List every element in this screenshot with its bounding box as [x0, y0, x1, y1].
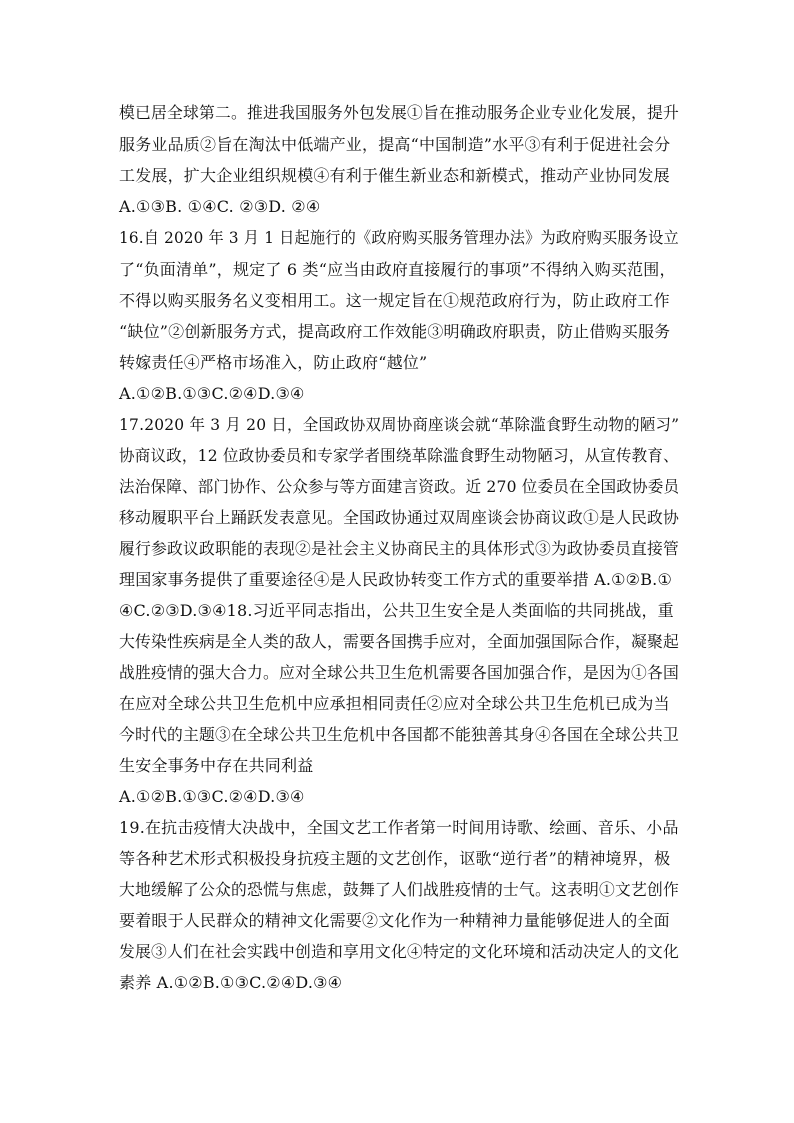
text-line: 发展③人们在社会实践中创造和享用文化④特定的文化环境和活动决定人的文化 — [119, 942, 680, 961]
text-line: 战胜疫情的强大合力。应对全球公共卫生危机需要各国加强合作，是因为①各国 — [119, 663, 680, 682]
text-line: “缺位”②创新服务方式，提高政府工作效能③明确政府职责，防止借购买服务 — [119, 322, 671, 341]
text-line: 不得以购买服务名义变相用工。这一规定旨在①规范政府行为，防止政府工作 — [119, 291, 670, 310]
text-line: 履行参政议政职能的表现②是社会主义协商民主的具体形式③为政协委员直接管 — [119, 539, 680, 558]
text-line: 模已居全球第二。推进我国服务外包发展①旨在推动服务企业专业化发展，提升 — [119, 103, 680, 122]
text-line: 要着眼于人民群众的精神文化需要②文化作为一种精神力量能够促进人的全面 — [119, 911, 670, 930]
text-line: 协商议政，12 位政协委员和专家学者围绕革除滥食野生动物陋习，从宣传教育、 — [119, 446, 679, 465]
question-18: ④C.②③D.③④18.习近平同志指出，公共卫生安全是人类面临的共同挑战，重 — [119, 601, 674, 620]
answer-options: A.①②B.①③C.②④D.③④ — [119, 787, 305, 806]
text-line: 大传染性疾病是全人类的敌人，需要各国携手应对，全面加强国际合作，凝聚起 — [119, 632, 680, 651]
text-line: 理国家事务提供了重要途径④是人民政协转变工作方式的重要举措 A.①②B.① — [119, 570, 673, 589]
text-line: 大地缓解了公众的恐慌与焦虑，鼓舞了人们战胜疫情的士气。这表明①文艺创作 — [119, 880, 680, 899]
question-17: 17.2020 年 3 月 20 日，全国政协双周协商座谈会就“革除滥食野生动物的陋习” — [119, 415, 680, 434]
text-line: 等各种艺术形式积极投身抗疫主题的文艺创作，讴歌“逆行者”的精神境界，极 — [119, 849, 671, 868]
text-line: 工发展，扩大企业组织规模④有利于催生新业态和新模式，推动产业协同发展 — [119, 166, 670, 185]
answer-options: 素养 A.①②B.①③C.②④D.③④ — [119, 973, 343, 992]
text-line: 生安全事务中存在共同利益 — [119, 756, 314, 775]
answer-options: A.①②B.①③C.②④D.③④ — [119, 384, 305, 403]
text-line: 服务业品质②旨在淘汰中低端产业，提高“中国制造”水平③有利于促进社会分 — [119, 135, 671, 154]
answer-options: A.①③B. ①④C. ②③D. ②④ — [119, 197, 321, 216]
text-line: 了“负面清单”，规定了 6 类“应当由政府直接履行的事项”不得纳入购买范围， — [119, 260, 676, 279]
question-16: 16.自 2020 年 3 月 1 日起施行的《政府购买服务管理办法》为政府购买服务设立 — [119, 228, 679, 247]
text-line: 移动履职平台上踊跃发表意见。全国政协通过双周座谈会协商议政①是人民政协 — [119, 508, 680, 527]
text-line: 转嫁责任④严格市场准入，防止政府“越位” — [119, 353, 428, 372]
text-line: 在应对全球公共卫生危机中应承担相同责任②应对全球公共卫生危机已成为当 — [119, 694, 670, 713]
question-19: 19.在抗击疫情大决战中，全国文艺工作者第一时间用诗歌、绘画、音乐、小品 — [119, 818, 679, 837]
text-line: 今时代的主题③在全球公共卫生危机中各国都不能独善其身④各国在全球公共卫 — [119, 725, 680, 744]
text-line: 法治保障、部门协作、公众参与等方面建言资政。近 270 位委员在全国政协委员 — [119, 477, 680, 496]
